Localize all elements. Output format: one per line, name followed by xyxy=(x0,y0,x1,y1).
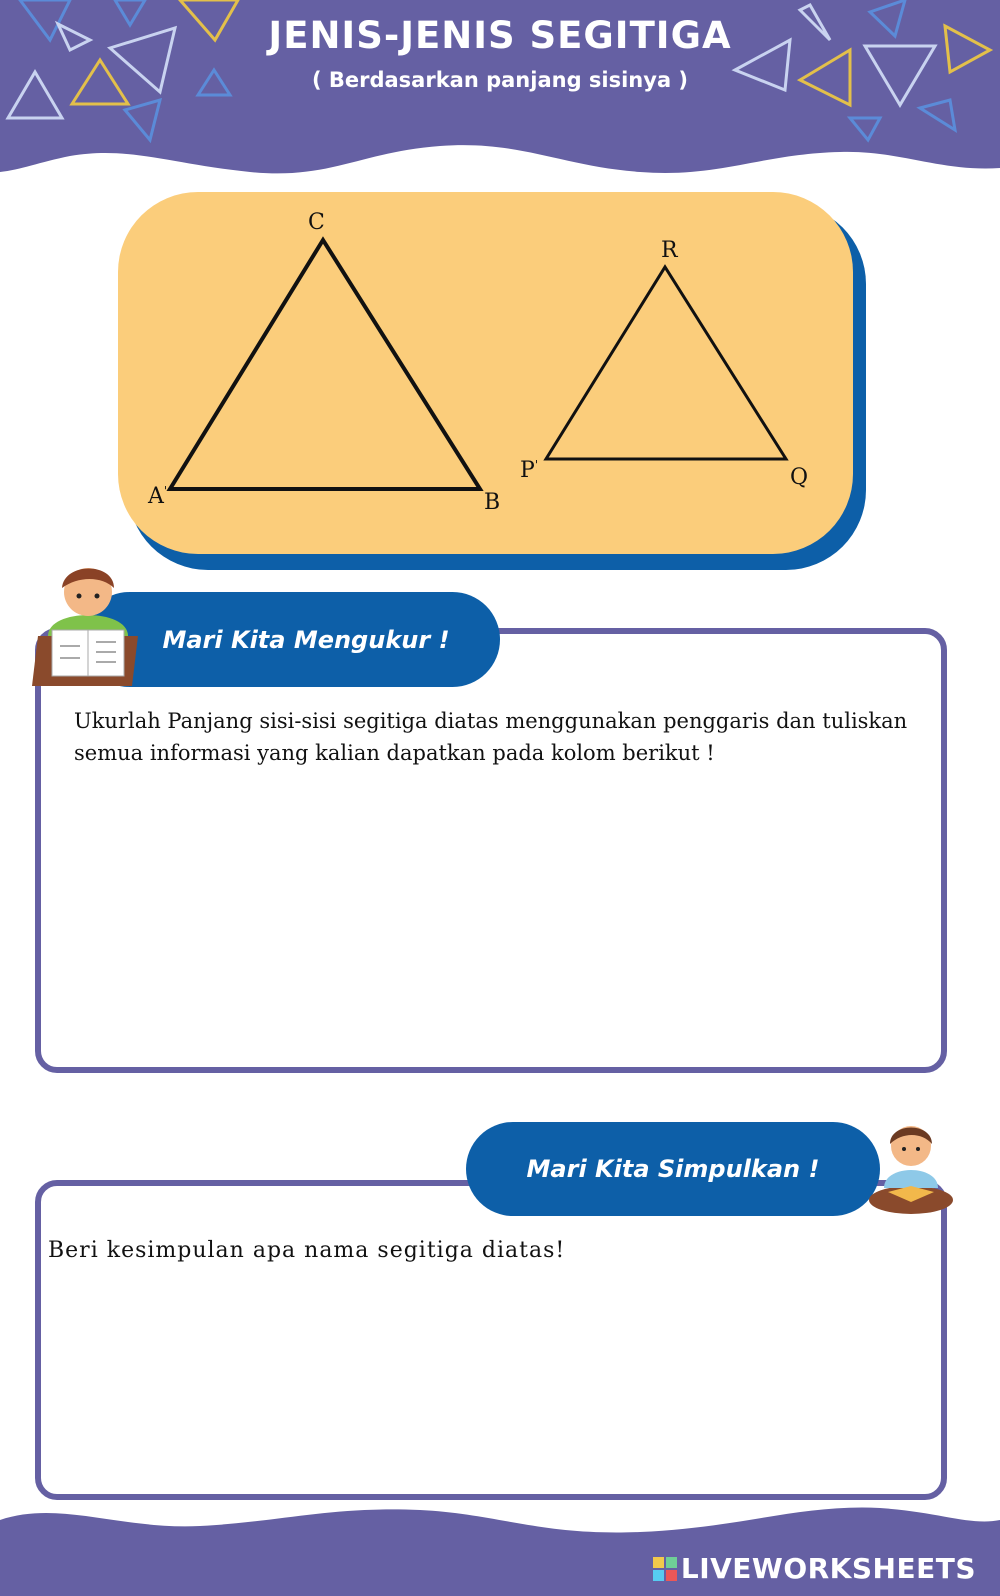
measure-instruction: Ukurlah Panjang sisi-sisi segitiga diatas menggunakan penggaris dan tuliskan semua informasi yang kalian dapatkan pada kolom berikut ! xyxy=(74,709,908,765)
measure-answer-box[interactable] xyxy=(35,628,947,1073)
conclude-heading: Mari Kita Simpulkan ! xyxy=(466,1122,880,1216)
boy-reading-illustration xyxy=(866,1116,956,1216)
boy-writing-illustration xyxy=(28,558,148,688)
brand-text: LIVEWORKSHEETS xyxy=(680,1552,976,1585)
vertex-label-c: C xyxy=(308,210,325,235)
conclude-answer-box[interactable] xyxy=(35,1180,947,1500)
triangle-panel xyxy=(118,192,868,572)
measure-heading: Mari Kita Mengukur ! xyxy=(82,592,500,687)
vertex-label-r: R xyxy=(661,238,678,263)
vertex-label-q: Q xyxy=(790,465,809,490)
page-title: JENIS-JENIS SEGITIGA xyxy=(268,14,732,57)
liveworksheets-brand xyxy=(653,1552,976,1585)
vertex-label-a: A' xyxy=(148,484,168,509)
conclude-instruction: Beri kesimpulan apa nama segitiga diatas! xyxy=(48,1238,566,1263)
liveworksheets-logo-icon xyxy=(653,1557,677,1581)
vertex-label-b: B xyxy=(484,490,501,515)
page-subtitle: ( Berdasarkan panjang sisinya ) xyxy=(311,68,689,92)
vertex-label-p: P' xyxy=(520,458,539,483)
